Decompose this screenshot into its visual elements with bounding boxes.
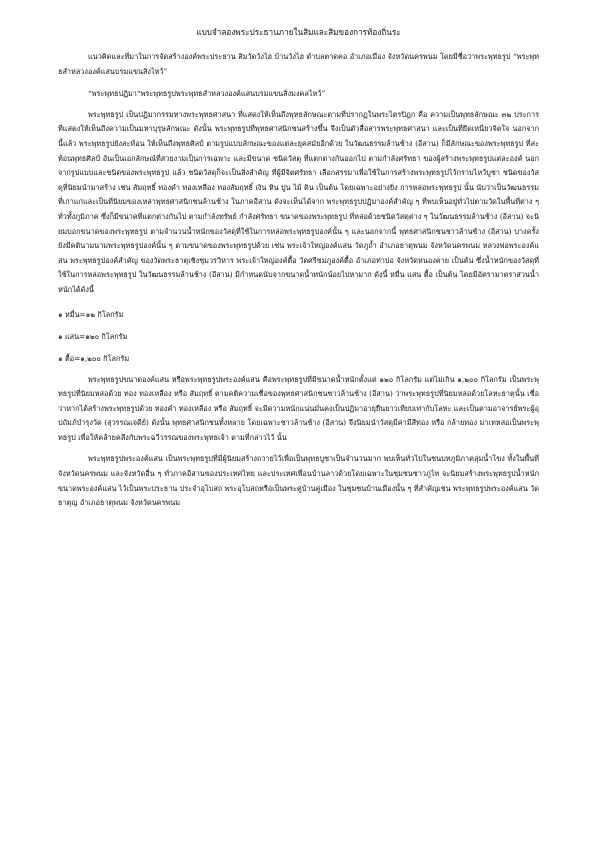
weight-list-item-1: ๑ หมื่น=๑๒ กิโลกรัม <box>58 309 124 319</box>
weight-list-item-3: ๑ ตื้อ=๑,๒๐๐ กิโลกรัม <box>58 353 130 363</box>
quote-heading: “พระพุทธปฏิมา“พระพุทธรูปพระพุทธสำหลวงองค์แสนบรมแขนสิ่งมงคลไหว้” <box>88 89 326 99</box>
body-paragraph-2: พระพุทธรูปขนาดองค์แสน หรือพระพุทธรูปพระองค์แสน คือพระพุทธรูปที่มีขนาดน้ำหนักตั้งแต่ ๑๒๐ กิโลกรัม แต่ไม่เกิน ๑,๒๐๐ กิโลกรัม เป็นพระพุทธรูปที่นิยมหล่อด้วย ทอง ทองเหลือง หรือ สัมฤทธิ์ ตามคติความเชื่อของพุทธศาสนิกชนชาวล้านช้าง (อีสาน) ว่าพระพุทธรูปที่นิยมหล่อด้วยโลหะธาตุนั้น เชื่อว่าหากได้สร้างพระพุทธรูปด้วย ทองคำ ทองเหลือง หรือ สัมฤทธิ์ จะมีความหนักแน่นมั่นคงเป็นปฏิมาอายุยืนยาวเทียบเท่ากับโลหะ และเป็นตามอาจารย์พระผู้อุปถัมภ์บำรุงวัด (สุวรรณเจดีย์) ดังนั้น พุทธศาสนิกชนทั้งหลาย โดยเฉพาะชาวล้านช้าง (อีสาน) จึงนิยมนำวัสดุมีค่ามีสีทอง หรือ กล้ายทอง มาเทหล่อเป็นพระพุทธรูป เพื่อให้คล้ายคลึงกับพระฉวีวรรณของพระพุทธเจ้า ตามที่กล่าวไว้ นั้น <box>58 374 539 442</box>
body-paragraph-3: พระพุทธรูปพระองค์แสน เป็นพระพุทธรูปที่มีผู้นิยมสร้างถวายไว้เพื่อเป็นพุทธบูชาเป็นจำนวนมาก พบเห็นทั่วไปในชนบทภูมิภาคลุ่มน้ำโขง ทั้งในพื้นที่จังหวัดนครพนม และจังหวัดอื่น ๆ ทั่วภาคอีสานของประเทศไทย และประเทศเพื่อนบ้านลาวด้วยโดยเฉพาะในชุมชนชาวภูไท จะนิยมสร้างพระพุทธรูปน้ำหนักขนาดพระองค์แสน ไว้เป็นพระประธาน ประจำอุโบสถ พระอุโบสถหรือเป็นพระคู่บ้านคู่เมือง ในชุมชนบ้านเมืองนั้น ๆ ที่สำคัญเช่น พระพุทธรูปพระองค์แสน วัดธาตุญ อำเภอธาตุพนม จังหวัดนครพนม <box>58 454 539 508</box>
body-paragraph-1: พระพุทธรูป เป็นปฏิมากรรมทางพระพุทธศาสนา ที่แสดงให้เห็นถึงพุทธลักษณะตามที่ปรากฏในพระไตรปิฎก คือ ความเป็นพุทธลักษณะ ๓๒ ประการ ที่แสดงให้เห็นถึงความเป็นมหาบุรุษลักษณะ ดังนั้น พระพุทธรูปที่พุทธศาสนิกชนสร้างขึ้น จึงเป็นตัวสื่อสารพระพุทธศาสนา และเป็นที่ยึดเหนี่ยวจิตใจ นอกจากนี้แล้ว พระพุทธรูปยังสะท้อน ให้เห็นถึงพุทธศิลป์ ตามรูปแบบลักษณะของแต่ละยุคสมัยอีกด้วย ในวัฒนธรรมล้านช้าง (อีสาน) ก็มีลักษณะของพระพุทธรูป ที่สะท้อนพุทธศิลป์ อันเป็นเอกลักษณ์ที่สวยงามเป็นการเฉพาะ และมีขนาด ชนิดวัสดุ ที่แตกต่างกันออกไป ตามกำลังศรัทธา ของผู้สร้างพระพุทธรูปแต่ละองค์ นอกจากรูปแบบและชนิดของพระพุทธรูป แล้ว ชนิดวัสดุก็จะเป็นสิ่งสำคัญ ที่ผู้มีจิตศรัทธา เลือกสรรมาเพื่อใช้ในการสร้างพระพุทธรูปไว้กราบไหว้บูชา ชนิดของวัสดุที่นิยมนำมาสร้าง เช่น สัมฤทธิ์ ทองคำ ทองเหลือง ทองสัมฤทธิ์ เงิน หิน ปูน ไม้ ดิน เป็นต้น โดยเฉพาะอย่างยิ่ง การหล่อพระพุทธรูป นั้น นับว่าเป็นวัฒนธรรมที่เก่าแก่และเป็นที่นิยมของเหล่าพุทธศาสนิกชนล้านช้าง ในภาคอีสาน ดังจะเห็นได้จาก พระพุทธรูปปฏิมาองค์สำคัญ ๆ ที่พบเห็นอยู่ทั่วไปตามวัดในพื้นที่ต่าง ๆ ทั่วทั้งภูมิภาค ซึ่งก็มีขนาดที่แตกต่างกันไป ตามกำลังทรัพย์ กำลังศรัทธา ขนาดของพระพุทธรูป ที่หล่อด้วยชนิดวัสดุต่าง ๆ ในวัฒนธรรมล้านช้าง (อีสาน) จะนิยมบอกขนาดของพระพุทธรูป ตามจำนวนน้ำหนักของวัสดุที่ใช้ในการหล่อพระพุทธรูปองค์นั้น ๆ และนอกจากนี้ พุทธศาสนิกชนชาวล้านช้าง (อีสาน) บางครั้ง ยังมีคตินามนามพระพุทธรูปองค์นั้น ๆ ตามขนาดของพระพุทธรูปด้วย เช่น พระเจ้าใหญ่องค์แสน วัดภูถ้ำ อำเภอธาตุพนม จังหวัดนครพนม หลวงพ่อพระองค์แสน พระพุทธรูปองค์สำคัญ ของวัดพระธาตุเชิงชุมวรวิหาร พระเจ้าใหญ่องค์ตื้อ วัดศรีชมภูองค์ตื้อ อำเภอท่าบ่อ จังหวัดหนองคาย เป็นต้น ซึ่งน้ำหนักของวัสดุที่ใช้ในการหล่อพระพุทธรูป ในวัฒนธรรมล้านช้าง (อีสาน) มีกำหนดนับจากขนาดน้ำหนักน้อยไปหามาก ดังนี้ หมื่น แสน ตื้อ เป็นต้น โดยมีอัตรามาตราส่วนน้ำหนักได้ดังนี้ <box>58 109 539 294</box>
intro-paragraph: แนวคิดและที่มาในการจัดสร้างองค์พระประธาน สิมวัดวังไฮ บ้านวังไฮ ตำบลตาดคอ อำเภอเมือง จังหวัดนครพนม โดยมีชื่อว่าพระพุทธรูป “พระพุทธสำหลวงองค์แสนบรมแขนสิ่งไหว้” <box>58 52 539 76</box>
document-title: แบบจำลองพระประธานภายในสิมและสิมของการท้องถิ่นระ <box>196 27 401 37</box>
weight-list-item-2: ๑ แสน=๑๒๐ กิโลกรัม <box>58 331 128 341</box>
